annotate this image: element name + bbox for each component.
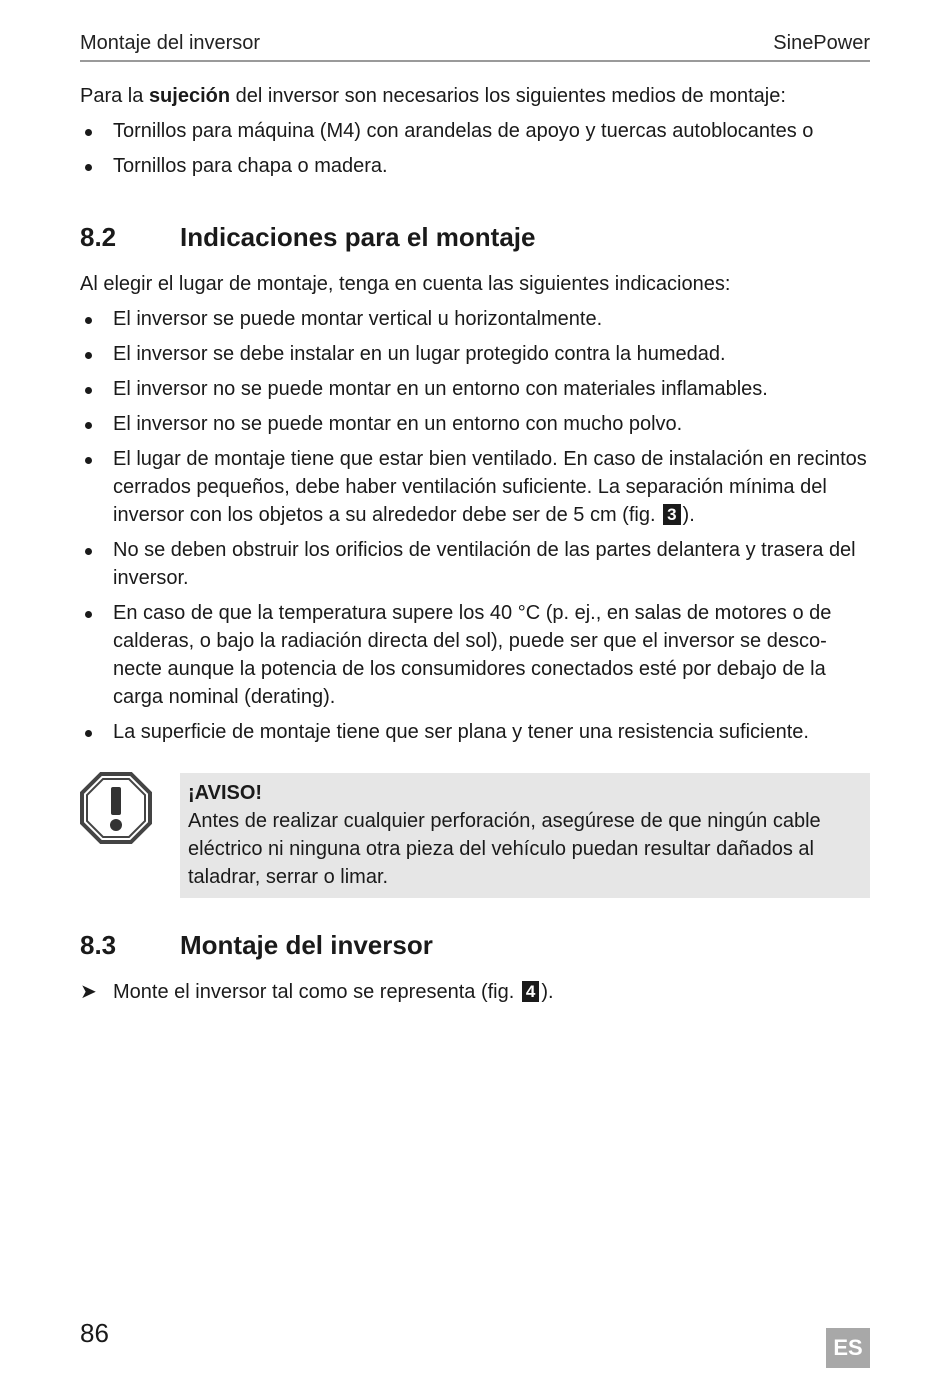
section-8-3-heading-block [80,930,870,961]
section-8-2-heading-block [80,222,870,253]
running-header [80,32,870,62]
intro-bold-term: sujeción [148,85,231,107]
section-lead: Al elegir el lugar de montaje, tenga en cuenta las siguientes indicaciones: [80,273,731,295]
list-item: El inversor no se puede montar en un entorno con mucho polvo. [80,410,870,438]
intro-paragraph [80,82,870,110]
list-item: El inversor se puede montar vertical u horizontalmente. [80,305,870,333]
section-number: 8.2 [80,222,117,252]
figure-reference: 3 [663,504,680,525]
document-page [80,0,870,1374]
notice-box [180,773,870,898]
language-badge: ES [826,1328,870,1368]
notice-text: Antes de realizar cualquier perforación, asegúrese de que ningún cable eléctrico ni ninguna otra pieza del vehículo puedan resultar dañados al taladrar, serrar o limar. [188,810,821,888]
list-item: No se deben obstruir los orificios de ventilación de las partes delantera y trasera del inversor. [80,536,870,592]
page-number: 86 [80,1318,109,1348]
section-number: 8.3 [80,930,117,960]
mounting-instructions-list [80,305,870,746]
section-8-2-body [80,270,870,753]
list-item: La superficie de montaje tiene que ser plana y tener una resistencia suficiente. [80,718,870,746]
list-item: Tornillos para chapa o madera. [80,152,870,180]
intro-list [80,117,870,180]
notice-title: ¡AVISO! [188,782,263,804]
intro-prefix: Para la [80,85,149,107]
list-item: Tornillos para máquina (M4) con arandelas de apoyo y tuercas autoblocantes o [80,117,870,145]
section-heading [80,930,870,961]
section-heading [80,222,870,253]
header-product-name: SinePower [773,32,870,54]
warning-octagon-icon [80,772,152,844]
intro-suffix: del inversor son necesarios los siguientes medios de montaje: [230,85,786,107]
header-section-title: Montaje del inversor [80,32,261,54]
list-item: En caso de que la temperatura supere los 40 °C (p. ej., en salas de motores o de calderas, o bajo la radiación directa del sol), puede ser que el inversor se desco-necte aunque la potencia de los consumidores conectados esté por debajo de la carga nominal (derating). [80,599,870,711]
section-title: Indicaciones para el montaje [180,222,536,252]
instruction-step: ➤ Monte el inversor tal como se representa (fig. 4 ). [80,978,870,1006]
list-item: El inversor no se puede montar en un entorno con materiales inflamables. [80,375,870,403]
section-title: Montaje del inversor [180,930,433,960]
list-item-ventilation: El lugar de montaje tiene que estar bien ventilado. En caso de instalación en recintos cerrados pequeños, debe haber ventilación suficiente. La separación mínima del inversor con los objetos a su alrededor debe ser de 5 cm (fig. 3 ). [80,445,870,529]
figure-reference: 4 [522,981,539,1002]
step-arrow-icon: ➤ [80,981,97,1003]
list-item: El inversor se debe instalar en un lugar protegido contra la humedad. [80,340,870,368]
intro-block [80,82,870,187]
